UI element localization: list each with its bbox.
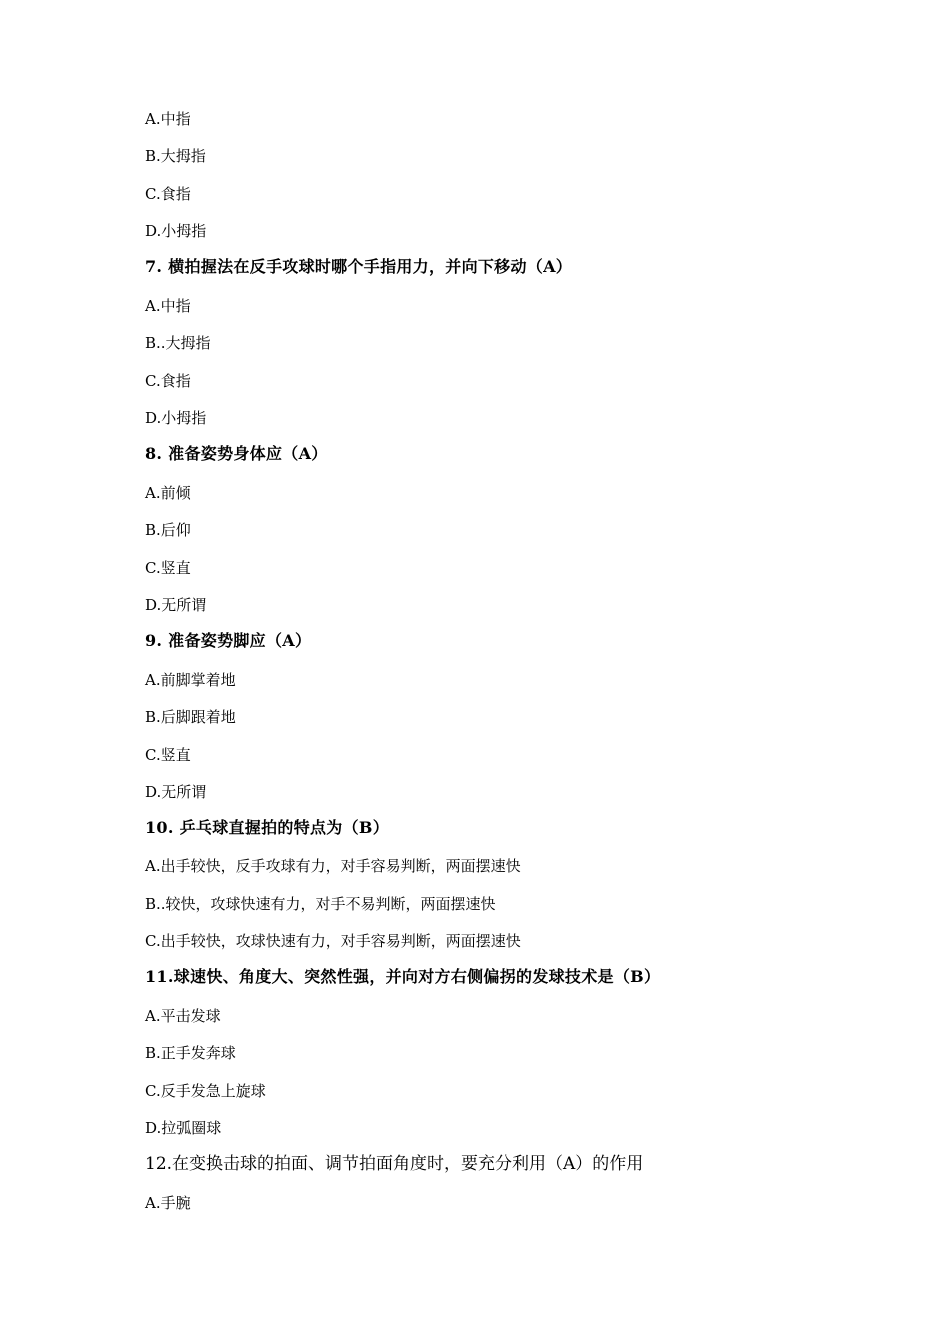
option-line: A.出手较快，反手攻球有力，对手容易判断，两面摆速快: [145, 857, 521, 875]
question-10: 10. 乒乓球直握拍的特点为（B）: [145, 818, 390, 837]
option-line: A.中指: [145, 297, 191, 315]
question-8: 8. 准备姿势身体应（A）: [145, 444, 328, 463]
option-line: B..较快，攻球快速有力，对手不易判断，两面摆速快: [145, 895, 496, 913]
option-line: B..大拇指: [145, 334, 211, 352]
option-line: D.无所谓: [145, 596, 207, 614]
question-9: 9. 准备姿势脚应（A）: [145, 631, 312, 650]
question-11: 11.球速快、角度大、突然性强，并向对方右侧偏拐的发球技术是（B）: [145, 967, 661, 986]
option-line: D.无所谓: [145, 783, 207, 801]
option-line: A.前倾: [145, 484, 191, 502]
option-line: B.后仰: [145, 521, 191, 539]
option-line: C.食指: [145, 185, 191, 203]
option-line: C.竖直: [145, 746, 191, 764]
option-line: B.大拇指: [145, 147, 206, 165]
question-7: 7. 横拍握法在反手攻球时哪个手指用力，并向下移动（A）: [145, 257, 573, 276]
option-line: D.小拇指: [145, 409, 207, 427]
option-line: C.食指: [145, 372, 191, 390]
question-12: 12.在变换击球的拍面、调节拍面角度时，要充分利用（A）的作用: [145, 1154, 644, 1174]
option-line: A.前脚掌着地: [145, 671, 236, 689]
option-line: C.出手较快，攻球快速有力，对手容易判断，两面摆速快: [145, 932, 521, 950]
option-line: A.中指: [145, 110, 191, 128]
option-line: D.小拇指: [145, 222, 207, 240]
option-line: D.拉弧圈球: [145, 1119, 222, 1137]
option-line: C.竖直: [145, 559, 191, 577]
option-line: B.正手发奔球: [145, 1044, 236, 1062]
option-line: B.后脚跟着地: [145, 708, 236, 726]
option-line: A.手腕: [145, 1194, 191, 1212]
option-line: C.反手发急上旋球: [145, 1082, 266, 1100]
option-line: A.平击发球: [145, 1007, 221, 1025]
